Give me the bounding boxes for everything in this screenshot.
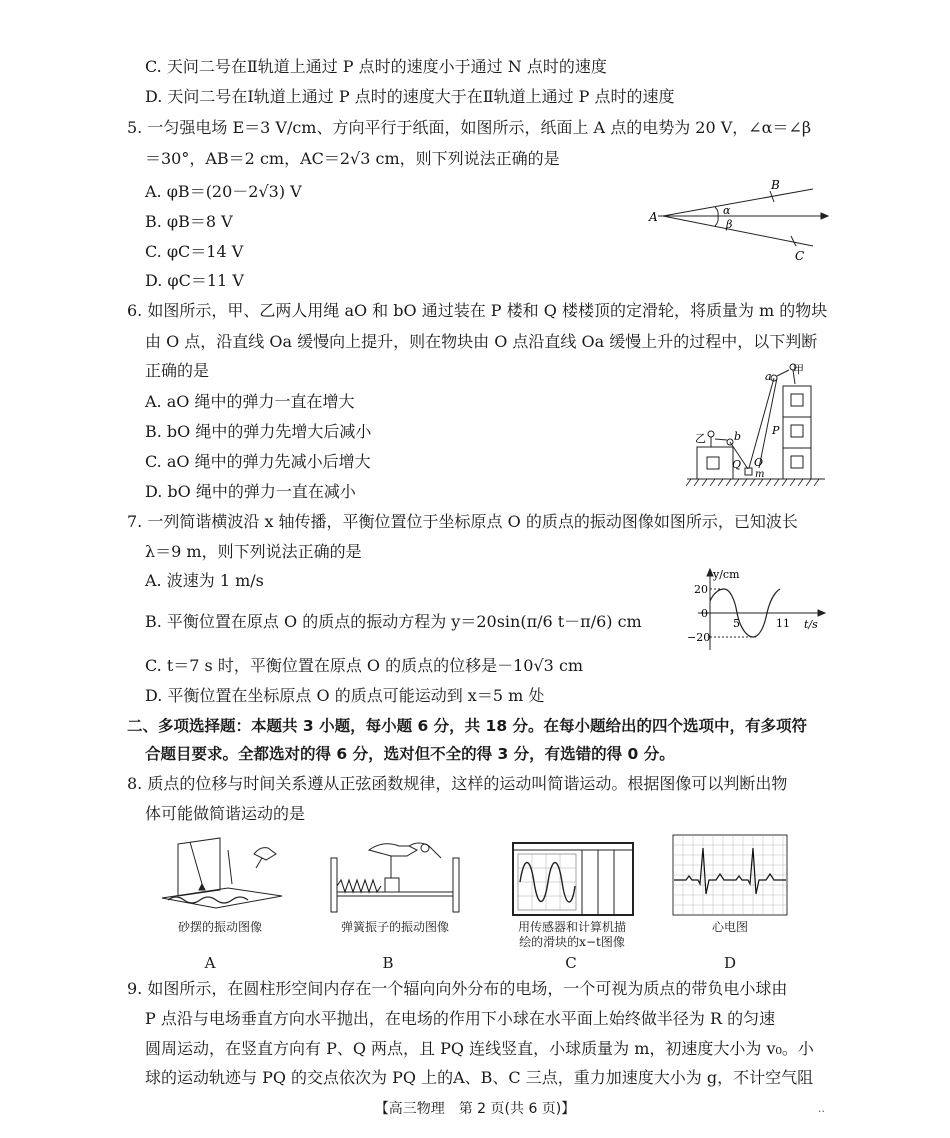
q5-stem-line2: ＝30°，AB＝2 cm，AC＝2√3 cm，则下列说法正确的是	[145, 149, 560, 168]
q7-option-a: A. 波速为 1 m/s	[145, 571, 264, 590]
q5-label-b: B	[771, 178, 780, 192]
q6-label-a: a	[765, 370, 772, 383]
q6-stem-line3: 正确的是	[145, 361, 210, 380]
q7-option-b: B. 平衡位置在原点 O 的质点的振动方程为 y＝20sin(π/6 t－π/6) cm	[145, 612, 642, 631]
q8-spring-oscillator-picture	[325, 836, 465, 916]
q7-vibration-graph	[680, 566, 828, 654]
q6-option-d: D. bO 绳中的弹力一直在减小	[145, 482, 356, 501]
q5-stem-line1: 5. 一匀强电场 E＝3 V/cm、方向平行于纸面，如图所示，纸面上 A 点的电势为 20 V，∠α＝∠β	[127, 118, 812, 137]
q6-building-figure	[685, 358, 830, 493]
q5-field-figure	[645, 176, 835, 266]
q7-tick-5: 5	[733, 617, 740, 630]
q5-ray-ab	[663, 189, 813, 216]
q6-block-m	[745, 468, 752, 475]
q5-option-a: A. φB＝(20－2√3) V	[145, 182, 302, 201]
q6-building-p	[783, 386, 811, 479]
page-footer: 【高三物理 第 2 页(共 6 页)】	[374, 1101, 576, 1117]
q8-letter-c: C	[565, 954, 577, 972]
q7-ylabel: y/cm	[713, 568, 740, 581]
q6-option-b: B. bO 绳中的弹力先增大后减小	[145, 422, 372, 441]
q5-option-c: C. φC＝14 V	[145, 242, 244, 261]
q8-stem-line1: 8. 质点的位移与时间关系遵从正弦函数规律，这样的运动叫简谐运动。根据图像可以判断出物	[127, 774, 788, 793]
q6-label-b: b	[734, 430, 742, 443]
q5-label-beta: β	[726, 218, 733, 231]
q5-point-c-tick	[791, 236, 796, 246]
section2-header-line2: 合题目要求。全都选对的得 6 分，选对但不全的得 3 分，有选错的得 0 分。	[145, 745, 675, 763]
q5-label-a: A	[649, 210, 658, 224]
q8-caption-b: 弹簧振子的振动图像	[340, 920, 449, 934]
q7-xlabel: t/s	[804, 618, 818, 631]
q7-tick-11: 11	[776, 617, 790, 630]
q4-option-c: C. 天问二号在Ⅱ轨道上通过 P 点时的速度小于通过 N 点时的速度	[145, 57, 607, 76]
q9-line3: 圆周运动，在竖直方向有 P、Q 两点，且 PQ 连线竖直，小球质量为 m，初速度大小为 v₀。小	[145, 1039, 814, 1058]
q5-angle-beta-arc	[715, 216, 718, 226]
q7-tick-neg20: −20	[687, 631, 711, 644]
q7-option-d: D. 平衡位置在坐标原点 O 的质点可能运动到 x＝5 m 处	[145, 686, 545, 705]
q6-label-o: O	[754, 456, 764, 469]
q8-ecg-picture	[672, 834, 788, 916]
q6-label-jia: 甲	[793, 363, 804, 376]
q6-stem-line1: 6. 如图所示，甲、乙两人用绳 aO 和 bO 通过装在 P 楼和 Q 楼楼顶的定滑轮，将质量为 m 的物块	[127, 301, 828, 320]
q6-label-m: m	[755, 469, 765, 480]
q7-tick-20: 20	[694, 583, 708, 596]
q5-arrowhead	[821, 213, 828, 219]
q6-stem-line2: 由 O 点，沿直线 Oa 缓慢向上提升，则在物块由 O 点沿直线 Oa 缓慢上升的过程中，以下判断	[145, 332, 818, 351]
q8-letter-a: A	[204, 954, 216, 972]
q8-sand-pendulum-picture	[158, 836, 286, 916]
q8-stem-line2: 体可能做简谐运动的是	[145, 804, 306, 823]
q7-tick-0: 0	[701, 607, 708, 620]
q6-building-q	[697, 447, 733, 479]
q6-option-c: C. aO 绳中的弹力先减小后增大	[145, 452, 371, 471]
q6-ground-hatch	[686, 479, 819, 486]
q8-caption-d: 心电图	[711, 920, 748, 934]
q5-option-d: D. φC＝11 V	[145, 271, 244, 290]
q7-stem-line2: λ＝9 m，则下列说法正确的是	[145, 542, 362, 561]
q5-angle-alpha-arc	[715, 207, 718, 216]
q8-caption-c-line1: 用传感器和计算机描	[517, 920, 626, 934]
q8-sensor-graph-picture	[512, 842, 634, 916]
q7-stem-line1: 7. 一列简谐横波沿 x 轴传播，平衡位置位于坐标原点 O 的质点的振动图像如图所示，已知波长	[127, 512, 798, 531]
q8-letter-b: B	[382, 954, 394, 972]
q4-option-d: D. 天问二号在Ⅰ轨道上通过 P 点时的速度大于在Ⅱ轨道上通过 P 点时的速度	[145, 87, 675, 106]
q5-option-b: B. φB＝8 V	[145, 212, 233, 231]
q8-caption-a: 砂摆的振动图像	[177, 920, 262, 934]
q8-letter-d: D	[723, 954, 737, 972]
q5-label-c: C	[795, 249, 805, 263]
q6-label-yi: 乙	[695, 432, 706, 445]
q6-label-p: P	[772, 424, 780, 437]
q9-line4: 球的运动轨迹与 PQ 的交点依次为 PQ 上的A、B、C 三点，重力加速度大小为 g，不计空气阻	[145, 1068, 814, 1087]
q6-option-a: A. aO 绳中的弹力一直在增大	[145, 392, 355, 411]
q9-line2: P 点沿与电场垂直方向水平抛出，在电场的作用下小球在水平面上始终做半径为 R 的匀速	[145, 1009, 776, 1028]
q8-caption-c-line2: 绘的滑块的x−t图像	[519, 935, 625, 949]
q7-option-c: C. t＝7 s 时，平衡位置在原点 O 的质点的位移是－10√3 cm	[145, 656, 584, 675]
q5-ray-ac	[663, 216, 813, 246]
corner-mark: ..	[818, 1102, 825, 1115]
section2-header-line1: 二、多项选择题：本题共 3 小题，每小题 6 分，共 18 分。在每小题给出的四个选项中，有多项符	[127, 717, 808, 735]
q6-label-q: Q	[732, 458, 742, 471]
q9-line1: 9. 如图所示，在圆柱形空间内存在一个辐向向外分布的电场，一个可视为质点的带负电小球由	[127, 979, 788, 998]
q6-person-yi	[708, 431, 714, 437]
q5-label-alpha: α	[723, 204, 731, 217]
